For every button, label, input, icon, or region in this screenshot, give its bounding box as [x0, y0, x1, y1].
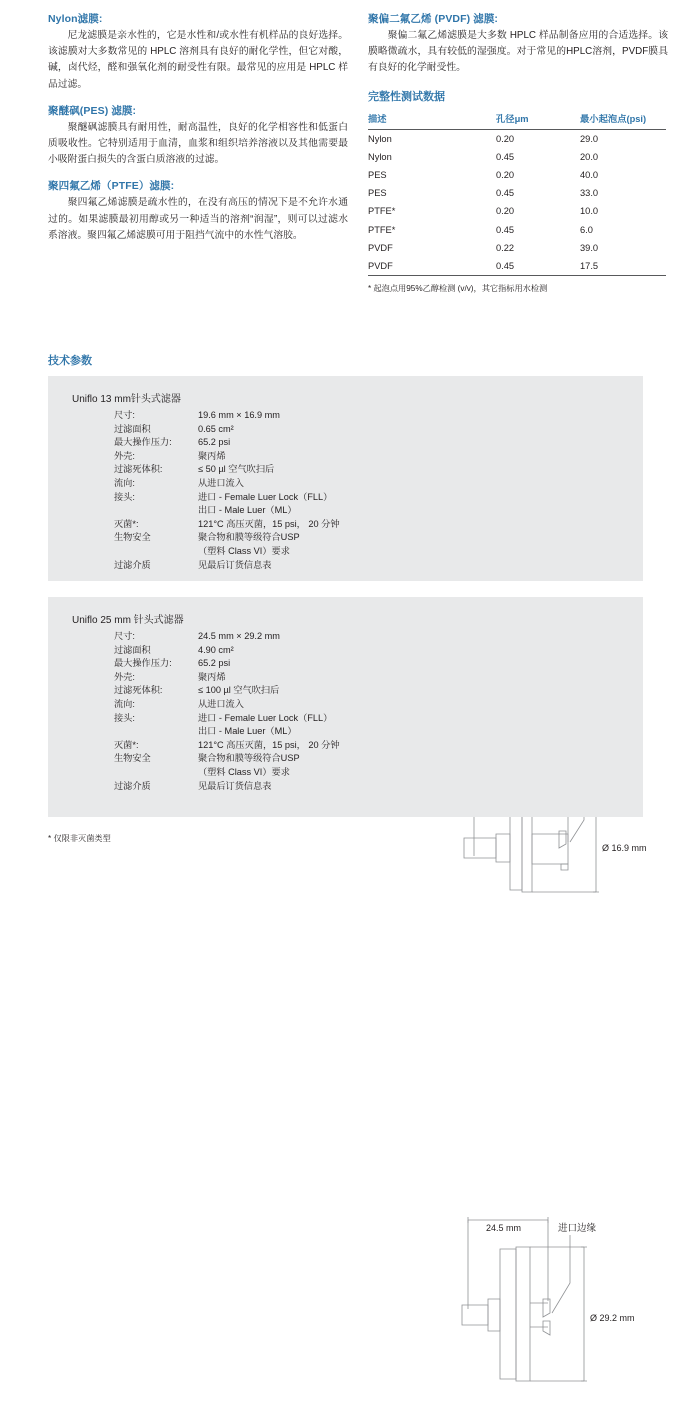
spec-label: 过滤介质: [114, 780, 151, 791]
spec-row-biosafety: [114, 531, 340, 545]
spec-row-hold-up-volume: [114, 684, 340, 698]
cell-bubble-point: 39.0: [580, 242, 599, 253]
spec-label: 生物安全: [114, 753, 151, 764]
spec-label: 外壳:: [114, 450, 135, 461]
spec-value: 进口 - Female Luer Lock（FLL）: [198, 712, 333, 723]
spec-label: 过滤死体积:: [114, 685, 163, 696]
membrane-heading-nylon: Nylon滤膜:: [48, 13, 103, 25]
table-row: [368, 221, 666, 239]
table-header: [368, 111, 666, 130]
table-row: [368, 184, 666, 202]
spec-value: 聚丙烯: [198, 450, 226, 461]
cell-bubble-point: 17.5: [580, 257, 666, 276]
filter-25mm-spec-list: [114, 630, 340, 793]
cell-bubble-point: 6.0: [580, 224, 593, 235]
membrane-heading-pes: 聚醚砜(PES) 滤膜:: [48, 104, 137, 117]
cell-pore-size: 0.20: [496, 206, 515, 217]
cell-bubble-point: 40.0: [580, 170, 599, 181]
spec-label: 过滤面积: [114, 644, 151, 655]
spec-value: ≤ 100 µl 空气吹扫后: [198, 685, 280, 696]
spec-value: 进口 - Female Luer Lock（FLL）: [198, 491, 333, 502]
spec-row-housing: [114, 671, 340, 685]
cell-bubble-point: 10.0: [580, 206, 599, 217]
spec-label: 生物安全: [114, 532, 151, 543]
membrane-body-pes: 聚醚砜滤膜具有耐用性，耐高温性，良好的化学相容性和低蛋白质吸收性。它特别适用于血清，血浆和组织培养溶液以及其他需要最小吸附蛋白损失的含蛋白质溶液的过滤。: [48, 121, 348, 166]
column-header-bubble-point: 最小起泡点(psi): [580, 111, 666, 130]
integrity-table-title: 完整性测试数据: [368, 90, 445, 103]
spec-label: 流向:: [114, 698, 135, 709]
right-column: [368, 12, 668, 295]
spec-value: 聚合物和膜等级符合USP: [198, 753, 300, 764]
spec-label: 灭菌*:: [114, 518, 139, 529]
filter-13mm-spec-list: [114, 409, 340, 572]
spec-value: 见最后订货信息表: [198, 780, 272, 791]
filter-25mm-drawing: [458, 1209, 658, 1402]
spec-label: 最大操作压力:: [114, 658, 172, 669]
column-header-pore-size: 孔径μm: [496, 111, 580, 130]
spec-value-continuation: 出口 - Male Luer（ML）: [198, 726, 297, 737]
filter-13mm-title: Uniflo 13 mm针头式滤器: [72, 394, 181, 405]
spec-row-connections: [114, 491, 340, 505]
cell-pore-size: 0.20: [496, 133, 515, 144]
table-row: [368, 257, 666, 276]
membrane-block-ptfe: [48, 179, 348, 244]
cell-description: PVDF: [368, 257, 496, 276]
cell-description: PTFE*: [368, 206, 396, 217]
membrane-body-pvdf: 聚偏二氟乙烯滤膜是大多数 HPLC 样品制备应用的合适选择。该膜略微疏水，具有较低的湿强度。对于常见的HPLC溶剂，PVDF膜具有良好的化学耐受性。: [368, 30, 668, 74]
spec-row-connections: [114, 712, 340, 726]
cell-bubble-point: 20.0: [580, 151, 599, 162]
table-header-row: [368, 111, 666, 130]
membrane-heading-pvdf: 聚偏二氟乙烯 (PVDF) 滤膜:: [368, 13, 499, 25]
spec-row-filtration-area: [114, 423, 340, 437]
spec-label: 外壳:: [114, 671, 135, 682]
spec-label: 过滤介质: [114, 559, 151, 570]
spec-value: 从进口流入: [198, 477, 244, 488]
tech-parameters-heading: 技术参数: [48, 355, 92, 367]
cell-description: PTFE*: [368, 224, 396, 235]
table-row: [368, 129, 666, 148]
membrane-body-ptfe: 聚四氟乙烯滤膜是疏水性的，在没有高压的情况下是不允许水通过的。如果滤膜最初用醇或另一种适当的溶剂“润湿”，则可以过滤水系溶液。聚四氟乙烯滤膜可用于阻挡气流中的水性气溶胶。: [48, 197, 348, 241]
membrane-block-nylon: [48, 12, 348, 93]
page-footnote: * 仅限非灭菌类型: [48, 834, 111, 843]
cell-description: PVDF: [368, 242, 393, 253]
table-row: [368, 202, 666, 220]
spec-row-sterilization: [114, 518, 340, 532]
spec-row-sterilization: [114, 739, 340, 753]
dimension-diameter-label: Ø 16.9 mm: [602, 843, 647, 853]
spec-row-filter-media: [114, 780, 340, 794]
spec-value-continuation: （塑料 Class VI）要求: [198, 545, 290, 556]
spec-value: 聚合物和膜等级符合USP: [198, 532, 300, 543]
spec-value: 65.2 psi: [198, 658, 231, 669]
spec-label: 过滤死体积:: [114, 464, 163, 475]
cell-bubble-point: 33.0: [580, 188, 599, 199]
spec-value: 见最后订货信息表: [198, 559, 272, 570]
spec-value: 聚丙烯: [198, 671, 226, 682]
spec-row-filter-media: [114, 559, 340, 573]
integrity-table-footnote: * 起泡点用95%乙醇检测 (v/v)，其它指标用水检测: [368, 284, 548, 294]
membrane-block-pes: [48, 104, 348, 169]
filter-25mm-title: Uniflo 25 mm 针头式滤器: [72, 615, 184, 626]
cell-description: Nylon: [368, 151, 392, 162]
spec-row-filtration-area: [114, 644, 340, 658]
spec-row-hold-up-volume: [114, 463, 340, 477]
membrane-block-pvdf: [368, 12, 668, 77]
table-row: [368, 148, 666, 166]
cell-pore-size: 0.45: [496, 151, 515, 162]
spec-value: ≤ 50 µl 空气吹扫后: [198, 464, 275, 475]
spec-value: 24.5 mm × 29.2 mm: [198, 631, 280, 641]
table-row: [368, 166, 666, 184]
dimension-diameter-label: Ø 29.2 mm: [590, 1313, 635, 1323]
cell-pore-size: 0.22: [496, 242, 515, 253]
filter-25mm-diagram: [458, 1209, 658, 1402]
spec-value-continuation: 出口 - Male Luer（ML）: [198, 505, 297, 516]
spec-label: 最大操作压力:: [114, 437, 172, 448]
cell-pore-size: 0.45: [496, 257, 580, 276]
spec-row-biosafety: [114, 752, 340, 766]
column-header-description: 描述: [368, 111, 496, 130]
cell-bubble-point: 29.0: [580, 133, 599, 144]
table-body: [368, 129, 666, 276]
spec-row-max-pressure: [114, 436, 340, 450]
spec-label: 接头:: [114, 491, 135, 502]
spec-row-dimensions: [114, 409, 340, 423]
membrane-body-nylon: 尼龙滤膜是亲水性的，它是水性和/或水性有机样品的良好选择。该滤膜对大多数常见的 HPLC 溶剂具有良好的耐化学性，但它对酸，碱，卤代烃，醛和强氧化剂的耐受性有限。最常见的应用是 HPLC 样品过滤。: [48, 30, 348, 90]
left-column: [48, 12, 348, 295]
spec-label: 接头:: [114, 712, 135, 723]
spec-value-continuation: （塑料 Class VI）要求: [198, 766, 290, 777]
spec-label: 尺寸:: [114, 410, 135, 420]
spec-label: 过滤面积: [114, 423, 151, 434]
spec-row-flow-direction: [114, 698, 340, 712]
cell-description: Nylon: [368, 133, 392, 144]
dimension-width-label: 24.5 mm: [486, 1223, 522, 1233]
spec-label: 尺寸:: [114, 631, 135, 641]
cell-pore-size: 0.20: [496, 170, 515, 181]
cell-description: PES: [368, 188, 387, 199]
cell-pore-size: 0.45: [496, 224, 515, 235]
spec-value: 从进口流入: [198, 698, 244, 709]
membrane-descriptions: [0, 12, 688, 295]
membrane-heading-ptfe: 聚四氟乙烯（PTFE）滤膜:: [48, 180, 175, 193]
spec-value: 65.2 psi: [198, 437, 231, 448]
spec-label: 流向:: [114, 477, 135, 488]
inlet-edge-label: 进口边缘: [558, 1223, 597, 1234]
cell-pore-size: 0.45: [496, 188, 515, 199]
spec-row-max-pressure: [114, 657, 340, 671]
cell-description: PES: [368, 170, 387, 181]
spec-value: 121°C 高压灭菌，15 psi， 20 分钟: [198, 518, 340, 529]
integrity-test-table: [368, 111, 666, 277]
table-row: [368, 239, 666, 257]
spec-row-dimensions: [114, 630, 340, 644]
spec-label: 灭菌*:: [114, 739, 139, 750]
spec-value: 0.65 cm²: [198, 423, 234, 434]
spec-value: 121°C 高压灭菌，15 psi， 20 分钟: [198, 739, 340, 750]
spec-row-housing: [114, 450, 340, 464]
spec-value: 19.6 mm × 16.9 mm: [198, 410, 280, 420]
spec-value: 4.90 cm²: [198, 644, 234, 655]
spec-row-flow-direction: [114, 477, 340, 491]
